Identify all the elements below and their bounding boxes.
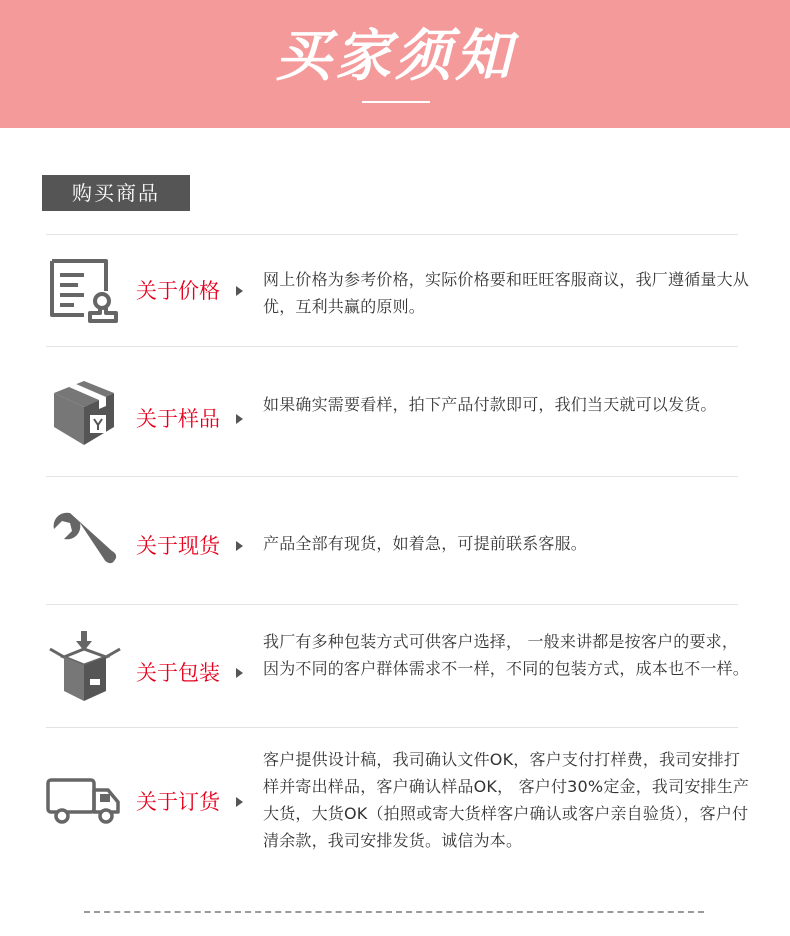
section-tag: 购买商品 <box>42 175 190 211</box>
header-banner <box>0 0 790 128</box>
triangle-right-icon <box>236 668 243 678</box>
notice-row-sample <box>0 347 790 476</box>
triangle-right-icon <box>236 797 243 807</box>
notice-text: 如果确实需要看样，拍下产品付款即可，我们当天就可以发货。 <box>263 395 717 414</box>
title-underline <box>362 101 430 103</box>
notice-text: 我厂有多种包装方式可供客户选择， 一般来讲都是按客户的要求，因为不同的客户群体需求不一样，不同的包装方式，成本也不一样。 <box>263 632 750 678</box>
triangle-right-icon <box>236 541 243 551</box>
price-document-icon <box>44 253 124 325</box>
notice-row-price <box>0 235 790 346</box>
package-box-icon <box>44 627 124 707</box>
notice-row-stock <box>0 477 790 604</box>
notice-text: 网上价格为参考价格，实际价格要和旺旺客服商议，我厂遵循量大从优，互利共赢的原则。 <box>263 270 750 316</box>
notice-label: 关于价格 <box>136 279 220 303</box>
notice-text: 产品全部有现货，如着急，可提前联系客服。 <box>263 534 588 553</box>
notice-label: 关于订货 <box>136 790 220 814</box>
footer-dashed-divider <box>84 911 704 913</box>
triangle-right-icon <box>236 414 243 424</box>
notice-text: 客户提供设计稿，我司确认文件OK，客户支付打样费，我司安排打样并寄出样品，客户确认样品OK， 客户付30%定金，我司安排生产大货，大货OK（拍照或寄大货样客户确认或客户亲自验货），客户付清余款，我司安排发货。诚信为本。 <box>263 750 750 850</box>
wrench-icon <box>44 507 124 573</box>
sample-box-icon <box>44 373 124 453</box>
notice-label: 关于样品 <box>136 407 220 431</box>
notice-label: 关于包装 <box>136 661 220 685</box>
delivery-truck-icon <box>44 772 124 828</box>
notice-label: 关于现货 <box>136 534 220 558</box>
notice-row-ordering <box>0 728 790 898</box>
notice-row-packaging <box>0 605 790 727</box>
page-title: 买家须知 <box>275 24 515 89</box>
triangle-right-icon <box>236 286 243 296</box>
